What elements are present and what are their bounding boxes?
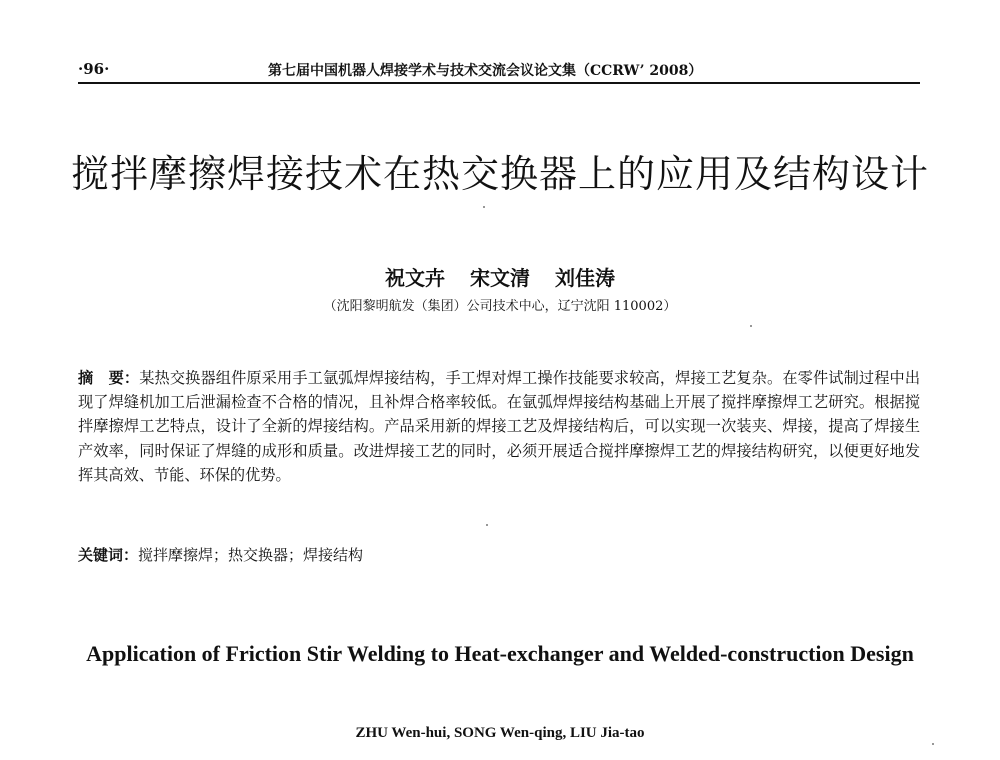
keywords-label: 关键词：: [78, 546, 139, 564]
chinese-title: 搅拌摩擦焊接技术在热交换器上的应用及结构设计: [70, 152, 929, 196]
scan-speck: [486, 524, 488, 526]
page-number: ·96·: [78, 60, 110, 78]
chinese-keywords: [78, 544, 920, 566]
chinese-affiliation: （沈阳黎明航发（集团）公司技术中心，辽宁沈阳 110002）: [323, 299, 677, 314]
abstract-label: 摘 要：: [78, 369, 140, 387]
page-header: [78, 60, 920, 84]
chinese-abstract: [78, 366, 920, 487]
keywords-text: 搅拌摩擦焊；热交换器；焊接结构: [138, 546, 364, 564]
scan-speck: [932, 743, 934, 745]
english-title: Application of Friction Stir Welding to Heat-exchanger and Welded-construction Design: [86, 641, 914, 666]
running-head: 第七届中国机器人焊接学术与技术交流会议论文集（CCRW’ 2008）: [268, 63, 703, 79]
scan-speck: [483, 206, 485, 208]
header-rule: [78, 82, 920, 84]
scan-speck: [750, 325, 752, 327]
abstract-text: 某热交换器组件原采用手工氩弧焊焊接结构，手工焊对焊工操作技能要求较高，焊接工艺复杂。在零件试制过程中出现了焊缝机加工后泄漏检查不合格的情况，且补焊合格率较低。在氩弧焊焊接结构基础上开展了搅拌摩擦焊工艺研究。根据搅拌摩擦焊工艺特点，设计了全新的焊接结构。产品采用新的焊接工艺及焊接结构后，可以实现一次装夹、焊接，提高了焊接生产效率，同时保证了焊缝的成形和质量。改进焊接工艺的同时，必须开展适合搅拌摩擦焊工艺的焊接结构研究，以便更好地发挥其高效、节能、环保的优势。: [78, 369, 921, 484]
english-authors: ZHU Wen-hui, SONG Wen-qing, LIU Jia-tao: [355, 725, 645, 741]
chinese-authors: 祝文卉 宋文清 刘佳涛: [385, 266, 615, 290]
